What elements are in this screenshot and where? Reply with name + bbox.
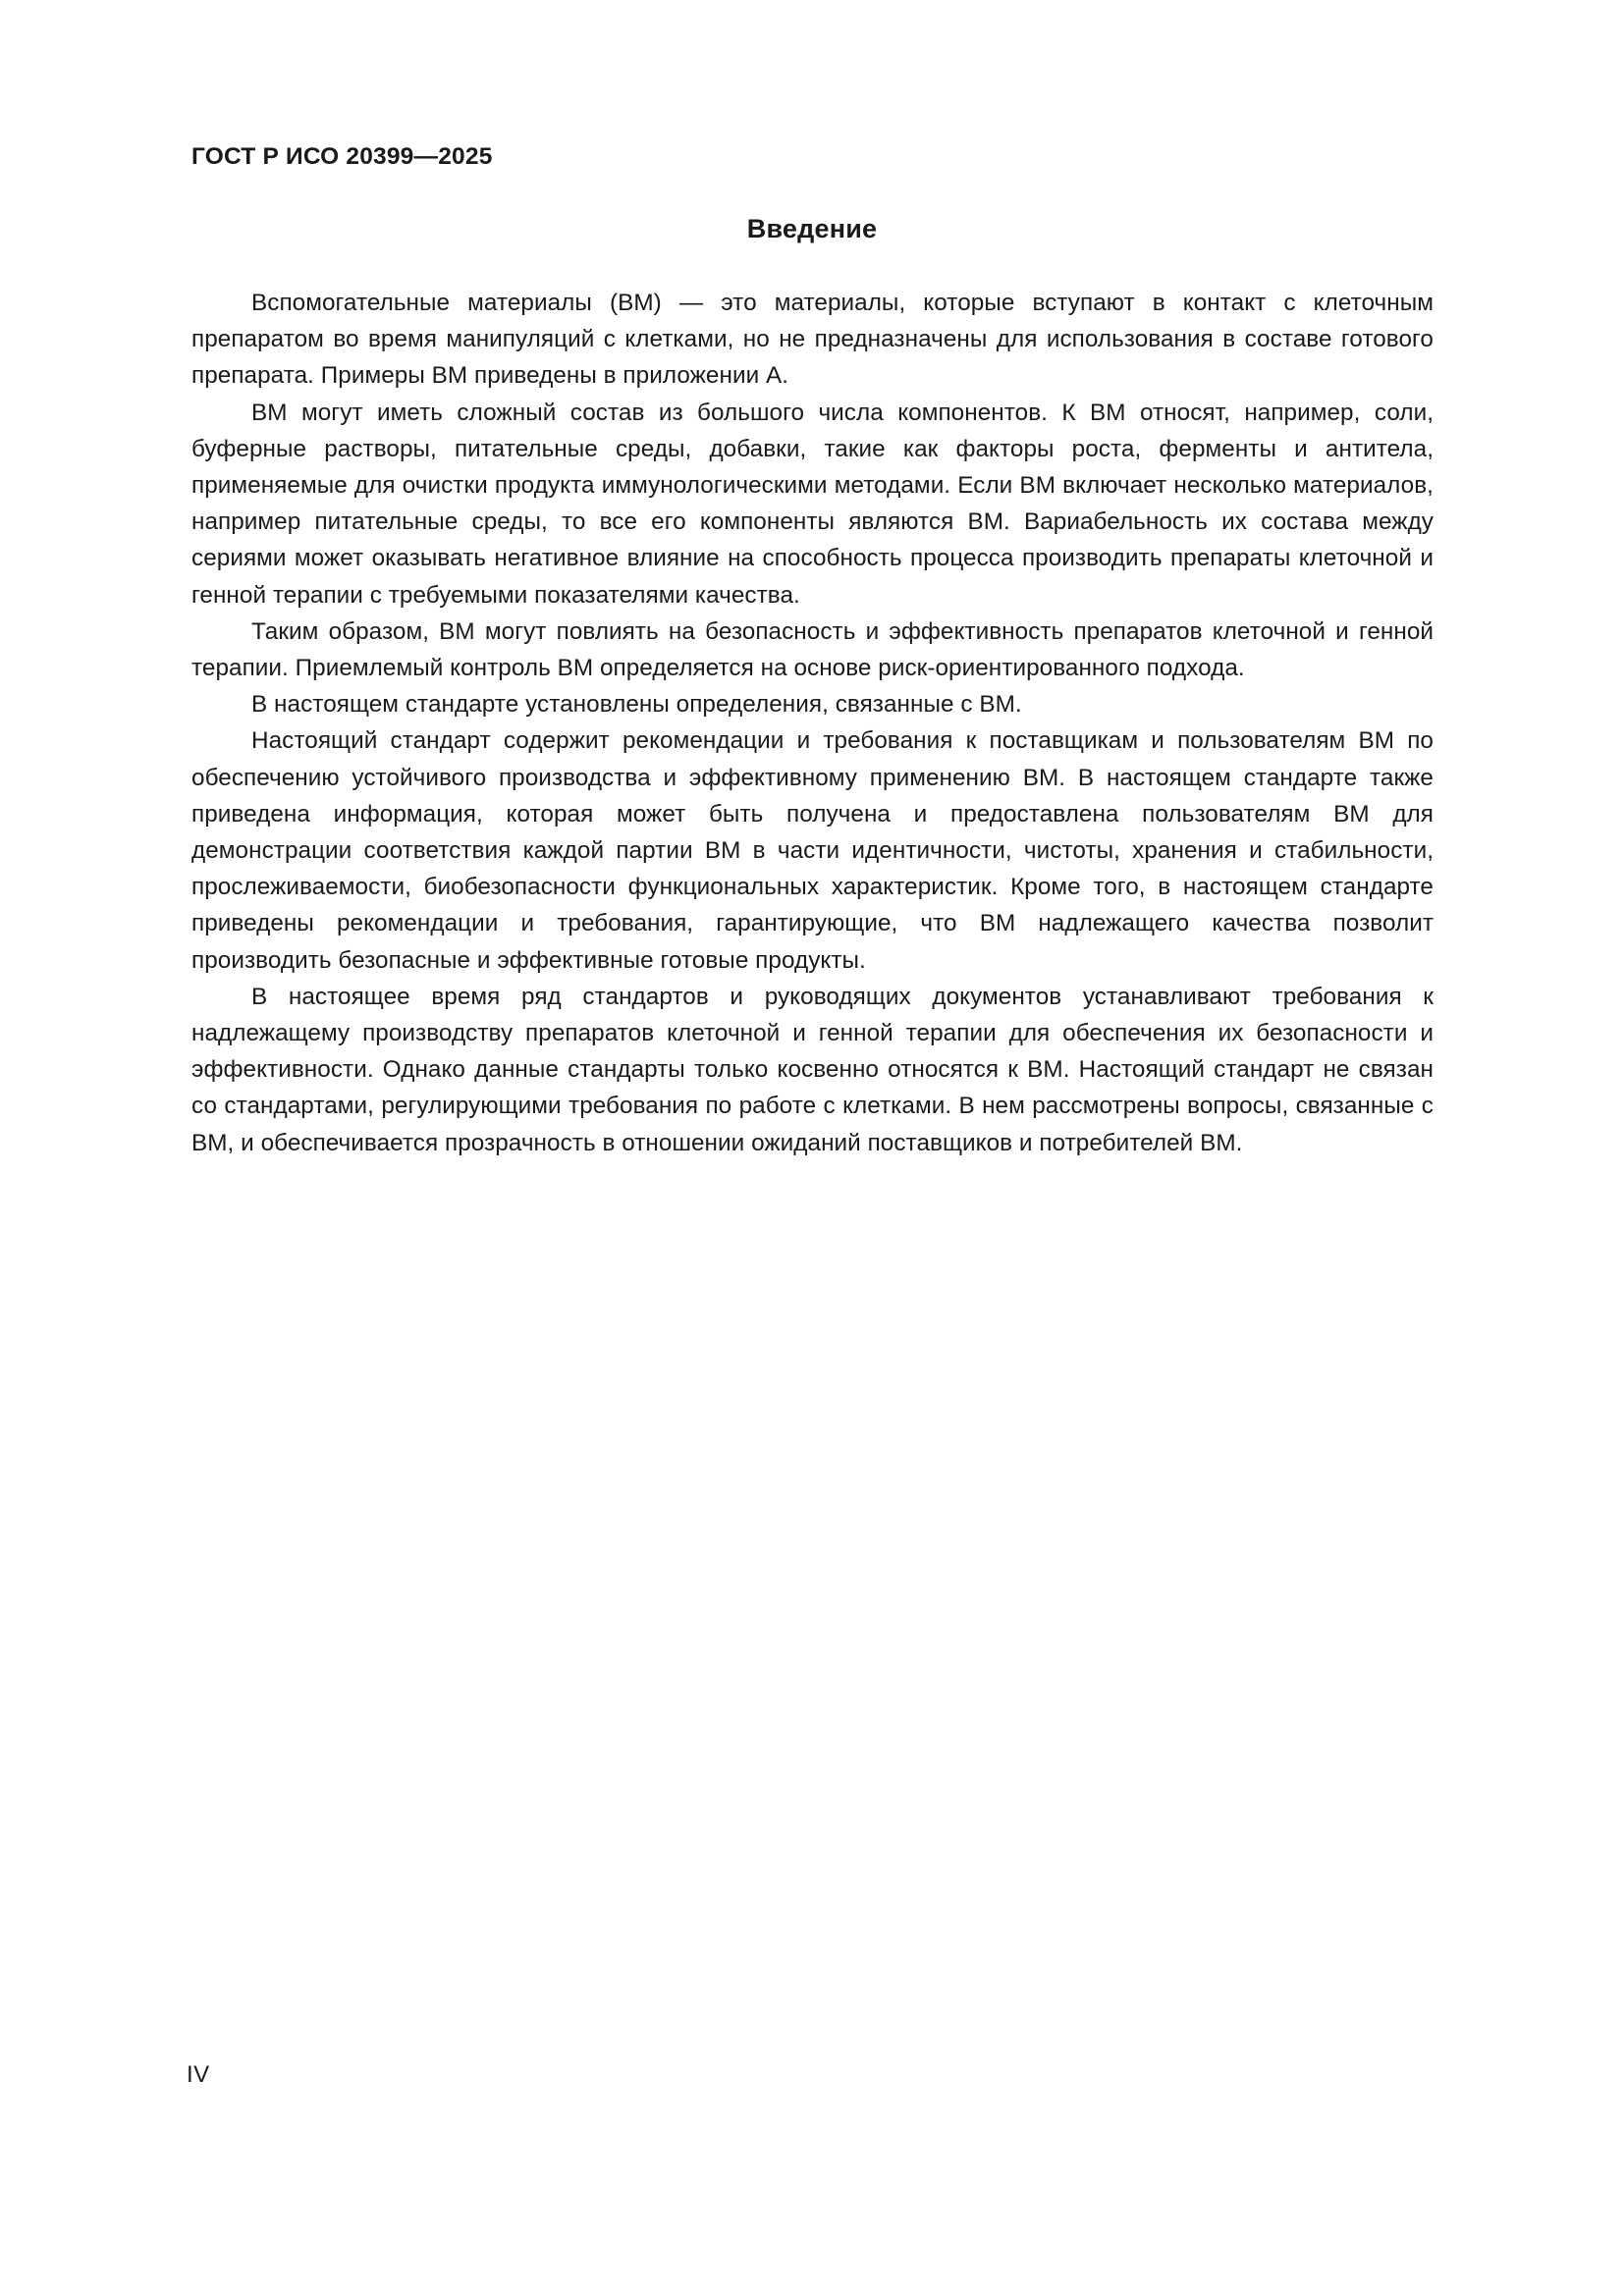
paragraph: В настоящем стандарте установлены определения, связанные с ВМ. [251,691,1022,719]
paragraph: Настоящий стандарт содержит рекомендации и требования к поставщикам и пользователям ВМ по обеспечению устойчивого производства и эффективному применению ВМ. В настоящем стандарте также приведена информация, которая может быть получена и предоставлена пользователям ВМ для демонстрации соответствия каждой партии ВМ в части идентичности, чистоты, хранения и стабильности, прослеживаемости, биобезопасности функциональных характеристик. Кроме того, в настоящем стандарте приведены рекомендации и требования, гарантирующие, что ВМ надлежащего качества позволит производить безопасные и эффективные готовые продукты. [191,727,1434,974]
page-title: Введение [746,214,878,243]
paragraph: ВМ могут иметь сложный состав из большого числа компонентов. К ВМ относят, например, соли, буферные растворы, питательные среды, добавки, такие как факторы роста, ферменты и антитела, применяемые для очистки продукта иммунологическими методами. Если ВМ включает несколько материалов, например питательные среды, то все его компоненты являются ВМ. Вариабельность их состава между сериями может оказывать негативное влияние на способность процесса производить препараты клеточной и генной терапии с требуемыми показателями качества. [191,399,1434,609]
page-number: IV [187,2061,210,2088]
paragraph: Таким образом, ВМ могут повлиять на безопасность и эффективность препаратов клеточной и генной терапии. Приемлемый контроль ВМ определяется на основе риск-ориентированного подхода. [191,617,1434,682]
body-text [191,285,1434,1161]
standard-designation-header: ГОСТ Р ИСО 20399—2025 [191,143,493,170]
paragraph: В настоящее время ряд стандартов и руководящих документов устанавливают требования к надлежащему производству препаратов клеточной и генной терапии для обеспечения их безопасности и эффективности. Однако данные стандарты только косвенно относятся к ВМ. Настоящий стандарт не связан со стандартами, регулирующими требования по работе с клетками. В нем рассмотрены вопросы, связанные с ВМ, и обеспечивается прозрачность в отношении ожиданий поставщиков и потребителей ВМ. [191,983,1434,1156]
paragraph: Вспомогательные материалы (ВМ) — это материалы, которые вступают в контакт с клеточным препаратом во время манипуляций с клетками, но не предназначены для использования в составе готового препарата. Примеры ВМ приведены в приложении А. [191,290,1434,390]
